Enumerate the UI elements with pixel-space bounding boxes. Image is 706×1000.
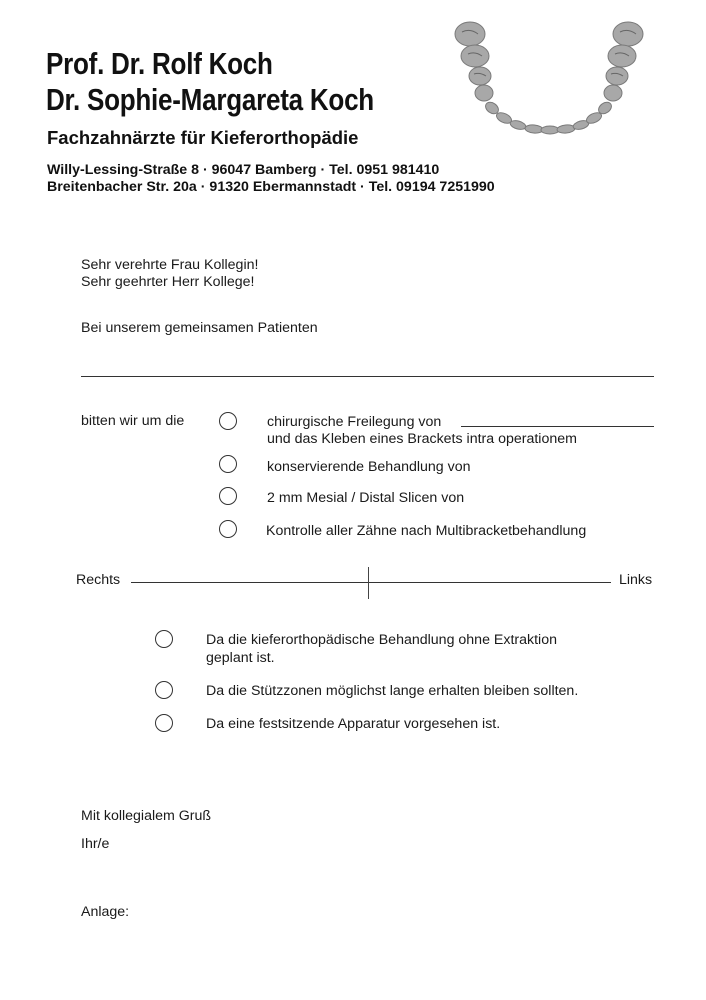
signature-label: Ihr/e — [81, 836, 110, 852]
tooth-chart-midline — [368, 567, 369, 599]
reason-no-extraction-label: Da die kieferorthopädische Behandlung ohne Extraktion — [206, 632, 557, 648]
patient-name-line[interactable] — [81, 376, 654, 377]
option-surgical-exposure-label-2: und das Kleben eines Brackets intra operationem — [267, 431, 577, 447]
reason-no-extraction-checkbox[interactable] — [155, 630, 173, 648]
tooth-chart-line[interactable] — [131, 582, 611, 583]
option-control-label: Kontrolle aller Zähne nach Multibracketbehandlung — [266, 523, 587, 539]
reason-fixed-appliance-label: Da eine festsitzende Apparatur vorgesehen ist. — [206, 716, 501, 732]
side-left-label: Links — [619, 572, 653, 588]
attachment-label: Anlage: — [81, 904, 130, 920]
option-surgical-exposure-label: chirurgische Freilegung von — [267, 414, 442, 430]
greeting-colleague-female: Sehr verehrte Frau Kollegin! — [81, 257, 259, 273]
option-slicing-label: 2 mm Mesial / Distal Slicen von — [267, 490, 465, 506]
option-conservative-treatment-checkbox[interactable] — [219, 455, 237, 473]
address-bamberg: Willy-Lessing-Straße 8 · 96047 Bamberg · Tel. 0951 981410 — [47, 162, 440, 178]
address-ebermannstadt: Breitenbacher Str. 20a · 91320 Ebermannstadt · Tel. 09194 7251990 — [47, 179, 495, 195]
patient-intro: Bei unserem gemeinsamen Patienten — [81, 320, 318, 336]
practitioner-name-1: Prof. Dr. Rolf Koch — [46, 46, 273, 81]
practitioner-name-2: Dr. Sophie-Margareta Koch — [46, 82, 374, 117]
option-conservative-treatment-label: konservierende Behandlung von — [267, 459, 471, 475]
reason-no-extraction-label-2: geplant ist. — [206, 650, 275, 666]
option-control-checkbox[interactable] — [219, 520, 237, 538]
option-surgical-exposure-checkbox[interactable] — [219, 412, 237, 430]
closing-text: Mit kollegialem Gruß — [81, 808, 212, 824]
request-label: bitten wir um die — [81, 413, 185, 429]
reason-fixed-appliance-checkbox[interactable] — [155, 714, 173, 732]
side-right-label: Rechts — [76, 572, 121, 588]
specialty-title: Fachzahnärzte für Kieferorthopädie — [47, 127, 359, 148]
greeting-colleague-male: Sehr geehrter Herr Kollege! — [81, 274, 255, 290]
surgical-exposure-tooth-line[interactable] — [461, 426, 654, 427]
reason-support-zones-label: Da die Stützzonen möglichst lange erhalten bleiben sollten. — [206, 683, 579, 699]
reason-support-zones-checkbox[interactable] — [155, 681, 173, 699]
dental-arch-icon — [450, 18, 650, 140]
option-slicing-checkbox[interactable] — [219, 487, 237, 505]
